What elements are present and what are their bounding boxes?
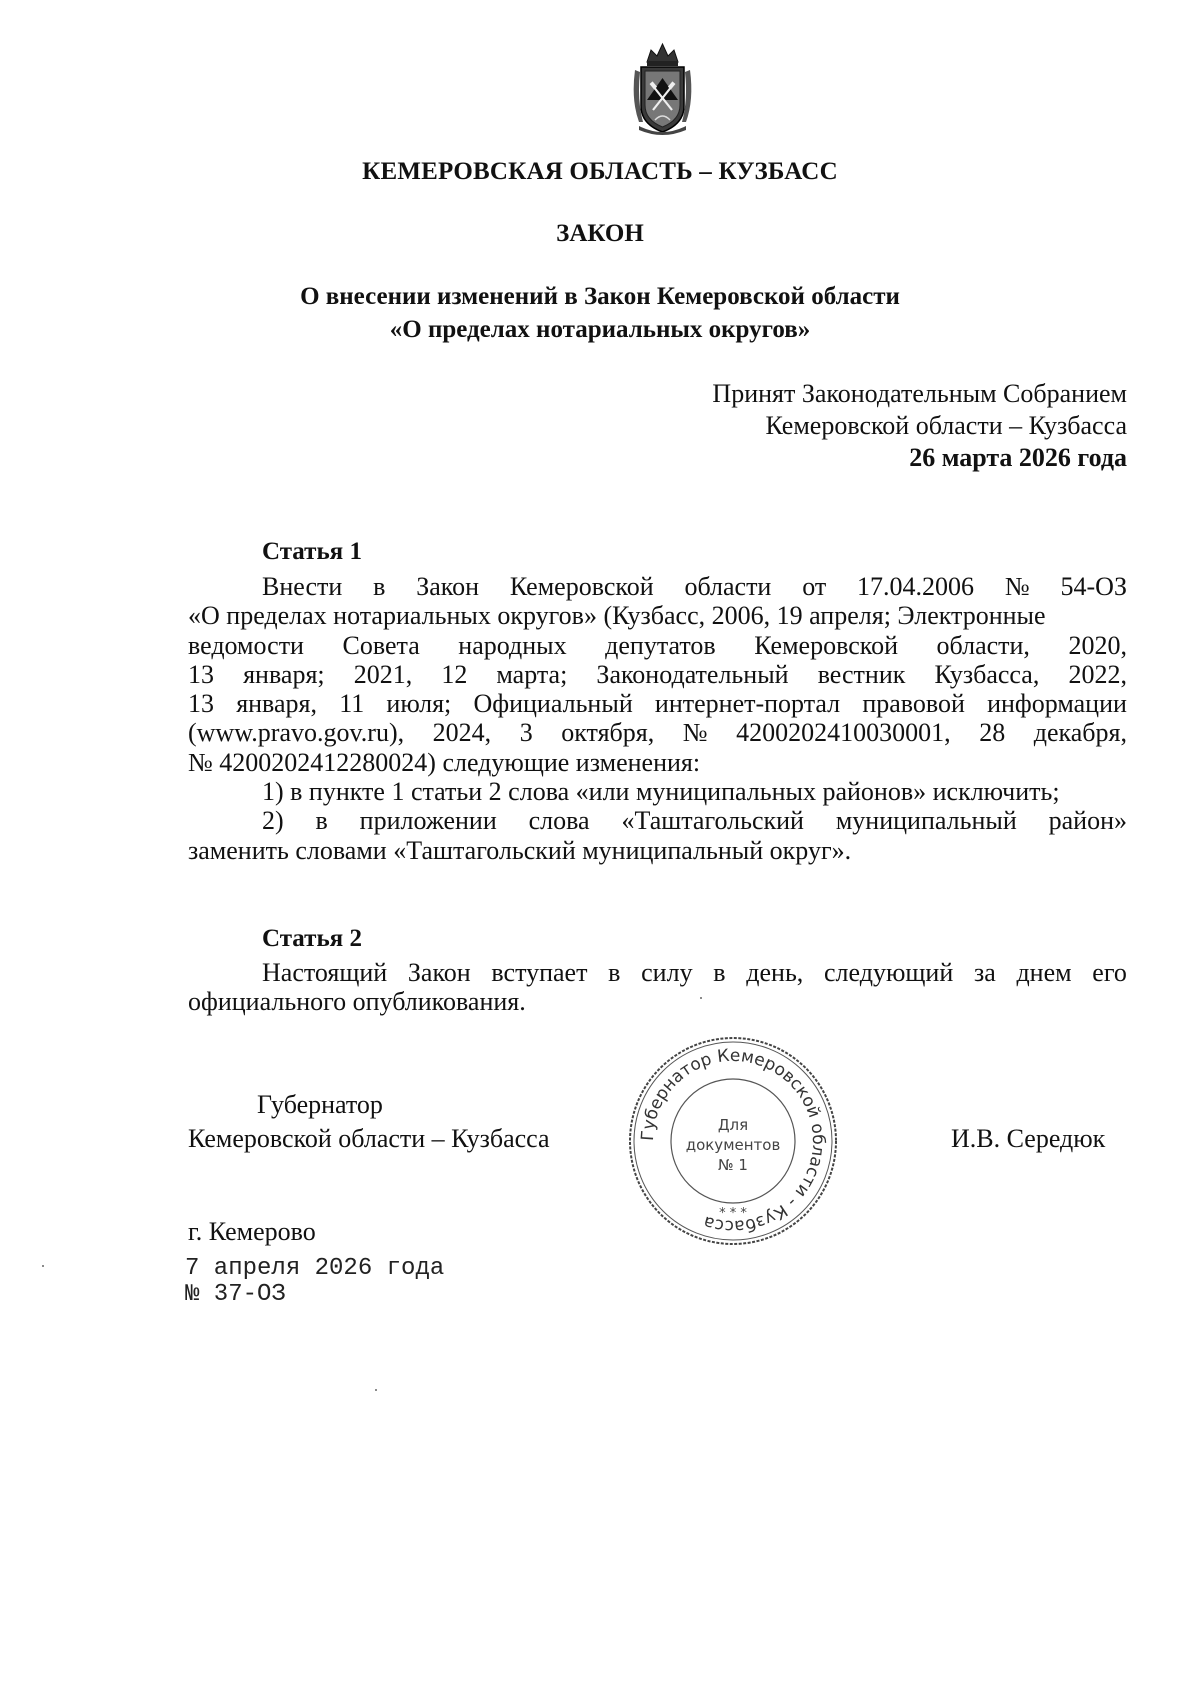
text-word: днем [1016,958,1072,987]
governor-title: Губернатор [257,1090,383,1119]
adoption-line-2: Кемеровской области – Кузбасса [765,411,1127,440]
text-word: октября, [561,718,655,748]
article-2-line-2: официального опубликования. [188,987,526,1017]
stamp-center-line-2: документов [685,1136,781,1154]
law-title-line-1: О внесении изменений в Закон Кемеровской области [300,283,900,310]
text-word: информации [987,689,1127,719]
text-word: район» [1048,806,1127,836]
text-word: вступает [491,958,588,987]
city: г. Кемерово [188,1217,316,1246]
text-word: Внести [262,572,343,601]
text-word: муниципальный [835,806,1017,836]
text-word: в [315,806,328,836]
article-1-heading: Статья 1 [262,538,362,565]
article-1-line [188,601,1127,630]
text-word: силу [641,958,693,987]
text-word: 12 [441,659,468,689]
text-word: правовой [862,689,965,719]
text-word: января; [243,659,325,689]
stamp-stars: * * * [719,1206,747,1221]
adoption-block [712,378,1127,474]
region-title: КЕМЕРОВСКАЯ ОБЛАСТЬ – КУЗБАСС [362,158,838,185]
document-type: ЗАКОН [556,220,644,247]
article-1-line [188,689,1127,718]
text-word: Официальный [473,689,633,719]
text-word: декабря, [1033,718,1127,748]
article-1-line [188,718,1127,747]
text-word: марта; [496,659,568,689]
article-1-body [188,572,1127,865]
text-word: Настоящий [262,958,388,987]
text-word: 17.04.2006 [857,572,975,601]
text-word: ведомости [188,630,304,660]
official-stamp [627,1035,839,1247]
text-word: 13 [188,659,214,689]
text-word: депутатов [605,630,716,660]
stamp-ring-text: Губернатор Кемеровской области - Кузбасса [637,1045,829,1237]
text-word: Закон [407,958,471,987]
text-word: «Таштагольский [621,806,804,836]
text-word: 28 [979,718,1006,748]
text-word: слова [528,806,590,836]
signing-date: 7 апреля 2026 года [185,1255,445,1282]
text-word: области [684,572,772,601]
article-1-line [188,748,1127,777]
text-word: 2024, [432,718,492,748]
scan-speck [42,1265,44,1267]
text-word: области, [936,630,1030,660]
law-title [0,280,1200,346]
text-word: от [802,572,827,601]
text-word: № 4200202412280024) следующие изменения: [188,747,701,777]
text-word: 2) [262,806,284,836]
text-word: интернет-портал [654,689,841,719]
text-word: № [682,718,708,748]
text-word: вестник [817,659,906,689]
article-2-heading: Статья 2 [262,925,362,952]
text-word: № [1004,572,1030,601]
article-1-item-2 [188,806,1127,835]
text-word: (www.pravo.gov.ru), [188,718,405,748]
article-2-line-1 [188,958,1127,987]
stamp-center-line-3: № 1 [718,1156,748,1174]
text-word: 13 [188,689,214,719]
text-word: 4200202410030001, [736,718,951,748]
text-word: 2022, [1068,659,1127,689]
article-2-body [188,958,1127,1017]
stamp-center-line-1: Для [717,1116,749,1134]
text-word: 11 [339,689,365,719]
coat-of-arms-icon [625,40,700,138]
text-word: 2021, [353,659,413,689]
law-title-line-2: «О пределах нотариальных округов» [389,316,811,343]
text-word: в [608,958,621,987]
article-1-line [188,631,1127,660]
article-1-line [188,572,1127,601]
governor-region: Кемеровской области – Кузбасса [188,1124,550,1153]
governor-name: И.В. Середюк [951,1124,1106,1153]
text-word: июля; [386,689,452,719]
text-word: его [1092,958,1127,987]
text-word: Кузбасса, [934,659,1040,689]
text-word: Кемеровской [754,630,898,660]
text-word: приложении [359,806,497,836]
article-1-line [188,660,1127,689]
text-word: Закон [416,572,479,601]
text-word: день, [746,958,804,987]
adoption-date: 26 марта 2026 года [909,443,1127,472]
article-1-item-2-end: заменить словами «Таштагольский муниципальный округ». [188,835,852,865]
scan-speck [700,997,702,999]
text-word: 54-ОЗ [1060,572,1127,601]
text-word: за [973,958,996,987]
adoption-line-1: Принят Законодательным Собранием [712,379,1127,408]
text-word: «О пределах нотариальных округов» (Кузбасс, 2006, 19 апреля; Электронные [188,601,1046,631]
text-word: в [373,572,386,601]
text-word: января, [236,689,317,719]
text-word: Кемеровской [509,572,654,601]
text-word: следующий [824,958,954,987]
law-number: № 37-ОЗ [185,1281,286,1308]
text-word: 3 [519,718,533,748]
article-1-item-1: 1) в пункте 1 статьи 2 слова «или муниципальных районов» исключить; [262,777,1060,807]
text-word: Совета [342,630,420,660]
text-word: 2020, [1068,630,1127,660]
text-word: народных [458,630,567,660]
scan-speck [375,1389,377,1391]
text-word: в [713,958,726,987]
text-word: Законодательный [596,659,789,689]
